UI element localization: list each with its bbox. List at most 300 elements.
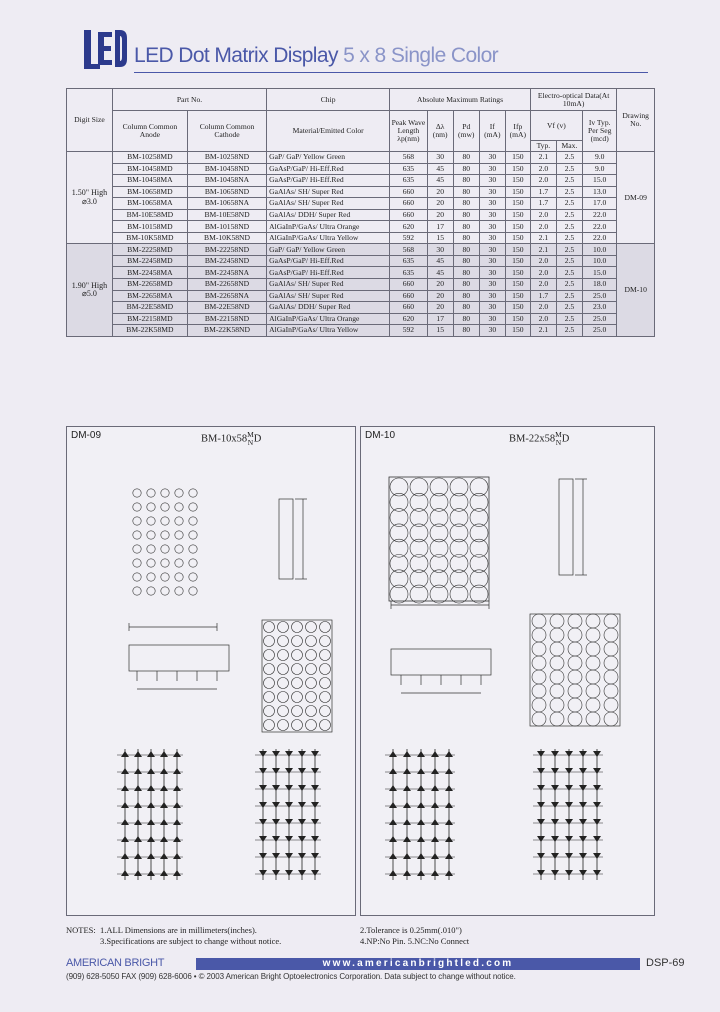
head-pd: Pd (mw) [453, 111, 479, 152]
diode-icon [593, 802, 601, 808]
matrix-dot [568, 642, 582, 656]
matrix-dot [604, 656, 618, 670]
table-cell: BM-10K58ND [187, 232, 266, 244]
matrix-dot [147, 559, 155, 567]
table-cell: 20 [427, 186, 453, 198]
matrix-dot [568, 712, 582, 726]
table-cell: 30 [479, 290, 505, 302]
matrix-dot [264, 650, 275, 661]
table-row [67, 209, 655, 221]
diode-icon [272, 768, 280, 774]
diode-icon [551, 836, 559, 842]
matrix-dot [550, 628, 564, 642]
dm09-pin-grid [262, 620, 332, 732]
diode-icon [431, 785, 439, 791]
matrix-dot [586, 698, 600, 712]
diode-icon [160, 768, 168, 774]
matrix-dot [306, 692, 317, 703]
matrix-dot [264, 706, 275, 717]
diode-icon [417, 785, 425, 791]
table-row [67, 290, 655, 302]
table-cell: 660 [390, 302, 428, 314]
matrix-dot [189, 517, 197, 525]
title-rule [134, 72, 648, 73]
table-cell: 568 [390, 244, 428, 256]
spec-table [66, 88, 655, 337]
diode-icon [431, 751, 439, 757]
table-cell: 25.0 [582, 325, 616, 337]
matrix-dot [175, 517, 183, 525]
matrix-dot [161, 489, 169, 497]
matrix-dot [306, 636, 317, 647]
matrix-dot [278, 678, 289, 689]
table-cell: 30 [427, 152, 453, 164]
table-cell: BM-10E58ND [187, 209, 266, 221]
diode-icon [311, 751, 319, 757]
table-cell: BM-22E58MD [112, 302, 187, 314]
diode-icon [389, 802, 397, 808]
diode-icon [272, 802, 280, 808]
website-link[interactable]: www.americanbrightled.com [196, 958, 640, 970]
matrix-dot [264, 636, 275, 647]
diode-icon [565, 853, 573, 859]
diode-icon [160, 802, 168, 808]
matrix-dot [568, 628, 582, 642]
matrix-dot [133, 489, 141, 497]
diode-icon [173, 768, 181, 774]
matrix-dot [586, 614, 600, 628]
diode-icon [551, 768, 559, 774]
table-cell: BM-10458MA [112, 175, 187, 187]
diode-icon [121, 751, 129, 757]
diode-icon [417, 802, 425, 808]
table-cell: 2.5 [556, 221, 582, 233]
diode-icon [173, 751, 181, 757]
table-cell: 30 [479, 209, 505, 221]
table-cell: 80 [453, 163, 479, 175]
table-cell: 30 [479, 152, 505, 164]
table-cell: 2.0 [530, 255, 556, 267]
diode-icon [593, 785, 601, 791]
table-cell: BM-22K58ND [187, 325, 266, 337]
head-chip: Chip [267, 89, 390, 111]
diode-icon [593, 768, 601, 774]
diode-icon [537, 836, 545, 842]
table-cell: 2.1 [530, 232, 556, 244]
matrix-dot [133, 517, 141, 525]
table-cell: BM-10K58MD [112, 232, 187, 244]
matrix-dot [550, 614, 564, 628]
diode-icon [259, 870, 267, 876]
table-cell: 150 [505, 186, 530, 198]
table-cell: BM-10658MD [112, 186, 187, 198]
matrix-dot [586, 656, 600, 670]
matrix-dot [320, 650, 331, 661]
table-cell: 150 [505, 152, 530, 164]
diode-icon [537, 870, 545, 876]
matrix-dot [189, 503, 197, 511]
diode-icon [298, 751, 306, 757]
head-abs-max: Absolute Maximum Ratings [390, 89, 531, 111]
diode-icon [147, 751, 155, 757]
table-cell: 635 [390, 255, 428, 267]
head-if: If (mA) [479, 111, 505, 152]
diode-icon [173, 785, 181, 791]
table-cell: 2.5 [556, 325, 582, 337]
matrix-dot [320, 622, 331, 633]
table-row [67, 221, 655, 233]
table-cell: 150 [505, 279, 530, 291]
diode-icon [565, 836, 573, 842]
table-cell: GaAlAs/ DDH/ Super Red [267, 302, 390, 314]
diode-icon [298, 819, 306, 825]
table-cell: 2.5 [556, 244, 582, 256]
diode-icon [403, 785, 411, 791]
table-cell: 80 [453, 302, 479, 314]
diode-icon [272, 870, 280, 876]
table-cell: 30 [479, 244, 505, 256]
table-cell: 80 [453, 313, 479, 325]
diode-icon [173, 836, 181, 842]
table-cell: 17 [427, 221, 453, 233]
matrix-dot [189, 531, 197, 539]
table-cell: 2.5 [556, 175, 582, 187]
diode-icon [565, 819, 573, 825]
matrix-dot [278, 706, 289, 717]
table-cell: 660 [390, 198, 428, 210]
table-cell: GaAsP/GaP/ Hi-Eff.Red [267, 255, 390, 267]
diode-icon [285, 853, 293, 859]
diode-icon [579, 819, 587, 825]
dm10-circuit-1 [385, 749, 455, 880]
note-2: 2.Tolerance is 0.25mm(.010") [360, 925, 462, 935]
matrix-dot [532, 712, 546, 726]
matrix-dot [175, 489, 183, 497]
matrix-dot [532, 614, 546, 628]
diode-icon [537, 819, 545, 825]
matrix-dot [604, 712, 618, 726]
table-row [67, 186, 655, 198]
matrix-dot [532, 698, 546, 712]
table-cell: GaAlAs/ SH/ Super Red [267, 279, 390, 291]
diode-icon [417, 819, 425, 825]
table-cell: 15 [427, 325, 453, 337]
table-cell: 2.5 [556, 198, 582, 210]
table-cell: 30 [479, 221, 505, 233]
table-cell: 15.0 [582, 267, 616, 279]
table-row [67, 232, 655, 244]
page-title: LED Dot Matrix Display 5 x 8 Single Color [134, 44, 499, 67]
matrix-dot [320, 678, 331, 689]
table-cell: BM-22658NA [187, 290, 266, 302]
head-material: Material/Emitted Color [267, 111, 390, 152]
diode-icon [417, 870, 425, 876]
table-cell: 22.0 [582, 232, 616, 244]
matrix-dot [147, 503, 155, 511]
table-cell: GaAlAs/ SH/ Super Red [267, 290, 390, 302]
matrix-dot [133, 545, 141, 553]
table-cell: 30 [427, 244, 453, 256]
table-cell: 80 [453, 325, 479, 337]
matrix-dot [133, 559, 141, 567]
dm09-drawing [67, 427, 357, 917]
drawing-no-cell: DM-10 [617, 244, 655, 336]
diode-icon [259, 819, 267, 825]
matrix-dot [604, 642, 618, 656]
matrix-dot [306, 678, 317, 689]
diode-icon [417, 853, 425, 859]
matrix-dot [306, 664, 317, 675]
diode-icon [431, 819, 439, 825]
table-cell: 80 [453, 209, 479, 221]
table-cell: 30 [479, 313, 505, 325]
table-cell: 2.0 [530, 163, 556, 175]
diode-icon [272, 853, 280, 859]
diode-icon [147, 819, 155, 825]
table-cell: GaP/ GaP/ Yellow Green [267, 152, 390, 164]
matrix-dot [189, 545, 197, 553]
table-cell: 150 [505, 209, 530, 221]
dm09-circuit-2 [255, 749, 321, 880]
head-ifp: Ifp (mA) [505, 111, 530, 152]
matrix-dot [292, 650, 303, 661]
table-cell: GaAsP/GaP/ Hi-Eff.Red [267, 267, 390, 279]
diode-icon [259, 802, 267, 808]
matrix-dot [306, 706, 317, 717]
table-cell: BM-10E58MD [112, 209, 187, 221]
diode-icon [389, 870, 397, 876]
table-cell: BM-22658ND [187, 279, 266, 291]
table-cell: BM-22K58MD [112, 325, 187, 337]
diode-icon [134, 853, 142, 859]
diode-icon [160, 836, 168, 842]
table-cell: GaAlAs/ SH/ Super Red [267, 198, 390, 210]
table-cell: 30 [479, 198, 505, 210]
table-cell: 80 [453, 232, 479, 244]
table-cell: BM-10158MD [112, 221, 187, 233]
table-cell: 30 [479, 163, 505, 175]
table-cell: BM-10258ND [187, 152, 266, 164]
table-row [67, 198, 655, 210]
table-cell: 660 [390, 290, 428, 302]
table-cell: 30 [479, 279, 505, 291]
diode-icon [579, 853, 587, 859]
matrix-dot [586, 684, 600, 698]
matrix-dot [568, 698, 582, 712]
matrix-dot [175, 573, 183, 581]
diode-icon [389, 785, 397, 791]
table-cell: 2.0 [530, 175, 556, 187]
matrix-dot [264, 720, 275, 731]
matrix-dot [189, 559, 197, 567]
table-cell: 635 [390, 163, 428, 175]
diode-icon [579, 768, 587, 774]
table-cell: 2.0 [530, 279, 556, 291]
table-cell: 2.0 [530, 209, 556, 221]
matrix-dot [161, 545, 169, 553]
dm10-circuit-2 [533, 749, 603, 880]
diode-icon [403, 751, 411, 757]
table-row [67, 302, 655, 314]
diode-icon [445, 785, 453, 791]
table-cell: BM-10658ND [187, 186, 266, 198]
table-cell: AlGaInP/GaAs/ Ultra Yellow [267, 232, 390, 244]
matrix-dot [532, 642, 546, 656]
notes-label: NOTES: [66, 925, 96, 935]
dm09-front-view [133, 489, 197, 595]
table-cell: 568 [390, 152, 428, 164]
matrix-dot [568, 614, 582, 628]
table-cell: 30 [479, 302, 505, 314]
table-cell: 150 [505, 302, 530, 314]
matrix-dot [278, 692, 289, 703]
table-cell: 22.0 [582, 209, 616, 221]
diode-icon [285, 802, 293, 808]
diode-icon [445, 870, 453, 876]
head-part-no: Part No. [112, 89, 266, 111]
diode-icon [160, 751, 168, 757]
matrix-dot [550, 670, 564, 684]
table-cell: BM-22258MD [112, 244, 187, 256]
diode-icon [445, 768, 453, 774]
diode-icon [551, 819, 559, 825]
matrix-dot [586, 670, 600, 684]
diode-icon [147, 802, 155, 808]
matrix-dot [292, 706, 303, 717]
matrix-dot [147, 517, 155, 525]
matrix-dot [292, 692, 303, 703]
table-cell: BM-22458MD [112, 255, 187, 267]
diode-icon [160, 785, 168, 791]
table-cell: 150 [505, 290, 530, 302]
table-cell: 2.5 [556, 232, 582, 244]
table-cell: 2.5 [556, 279, 582, 291]
diode-icon [551, 785, 559, 791]
matrix-dot [568, 656, 582, 670]
diode-icon [431, 768, 439, 774]
diode-icon [579, 802, 587, 808]
table-cell: 45 [427, 267, 453, 279]
table-cell: 2.5 [556, 267, 582, 279]
page-subtitle: 5 x 8 Single Color [343, 44, 499, 67]
matrix-dot [175, 503, 183, 511]
table-cell: BM-10458NA [187, 175, 266, 187]
dm10-pin-grid [530, 614, 620, 726]
drawing-label: DM-10 [365, 430, 396, 441]
diode-icon [121, 802, 129, 808]
matrix-dot [604, 698, 618, 712]
table-cell: 620 [390, 313, 428, 325]
table-cell: BM-10258MD [112, 152, 187, 164]
matrix-dot [161, 531, 169, 539]
matrix-dot [550, 642, 564, 656]
matrix-dot [175, 531, 183, 539]
diode-icon [134, 802, 142, 808]
table-cell: 25.0 [582, 313, 616, 325]
table-cell: 150 [505, 267, 530, 279]
table-cell: 592 [390, 325, 428, 337]
table-cell: 20 [427, 198, 453, 210]
diode-icon [445, 802, 453, 808]
table-cell: 9.0 [582, 152, 616, 164]
diode-icon [593, 836, 601, 842]
dm10-drawing [361, 427, 656, 917]
diode-icon [134, 819, 142, 825]
table-cell: 2.0 [530, 221, 556, 233]
head-col-anode: Column Common Anode [112, 111, 187, 152]
diode-icon [551, 802, 559, 808]
dm09-circuit-1 [117, 749, 183, 880]
diode-icon [579, 785, 587, 791]
table-cell: 150 [505, 175, 530, 187]
matrix-dot [532, 684, 546, 698]
matrix-dot [550, 712, 564, 726]
table-cell: 660 [390, 186, 428, 198]
drawing-label: DM-09 [71, 430, 102, 441]
table-cell: 30 [479, 325, 505, 337]
diode-icon [160, 853, 168, 859]
diode-icon [298, 870, 306, 876]
matrix-dot [320, 720, 331, 731]
table-cell: BM-22658MD [112, 279, 187, 291]
matrix-dot [292, 664, 303, 675]
table-cell: GaP/ GaP/ Yellow Green [267, 244, 390, 256]
diode-icon [445, 751, 453, 757]
table-cell: BM-22458NA [187, 267, 266, 279]
matrix-dot [532, 628, 546, 642]
diode-icon [272, 836, 280, 842]
diode-icon [593, 870, 601, 876]
diode-icon [298, 836, 306, 842]
table-cell: GaAlAs/ SH/ Super Red [267, 186, 390, 198]
diode-icon [389, 768, 397, 774]
table-cell: 80 [453, 186, 479, 198]
table-cell: BM-10658NA [187, 198, 266, 210]
table-cell: 150 [505, 255, 530, 267]
table-cell: BM-10658MA [112, 198, 187, 210]
diode-icon [445, 836, 453, 842]
diode-icon [403, 819, 411, 825]
diode-icon [173, 819, 181, 825]
table-cell: 2.0 [530, 267, 556, 279]
matrix-dot [532, 656, 546, 670]
table-cell: 30 [479, 255, 505, 267]
matrix-dot [147, 531, 155, 539]
table-cell: 20 [427, 209, 453, 221]
matrix-dot [147, 587, 155, 595]
diode-icon [431, 836, 439, 842]
matrix-dot [604, 614, 618, 628]
matrix-dot [306, 650, 317, 661]
table-cell: BM-22458MA [112, 267, 187, 279]
head-delta: Δλ (nm) [427, 111, 453, 152]
note-1: 1.ALL Dimensions are in millimeters(inches). [100, 925, 257, 935]
matrix-dot [175, 545, 183, 553]
diode-icon [403, 836, 411, 842]
table-cell: 1.7 [530, 186, 556, 198]
matrix-dot [532, 670, 546, 684]
table-cell: AlGaInP/GaAs/ Ultra Yellow [267, 325, 390, 337]
dm10-front-view [389, 477, 489, 603]
table-cell: 1.7 [530, 198, 556, 210]
matrix-dot [147, 573, 155, 581]
table-cell: 10.0 [582, 255, 616, 267]
spec-table-body [67, 152, 655, 337]
matrix-dot [292, 678, 303, 689]
diode-icon [565, 768, 573, 774]
table-cell: 150 [505, 221, 530, 233]
table-row [67, 267, 655, 279]
